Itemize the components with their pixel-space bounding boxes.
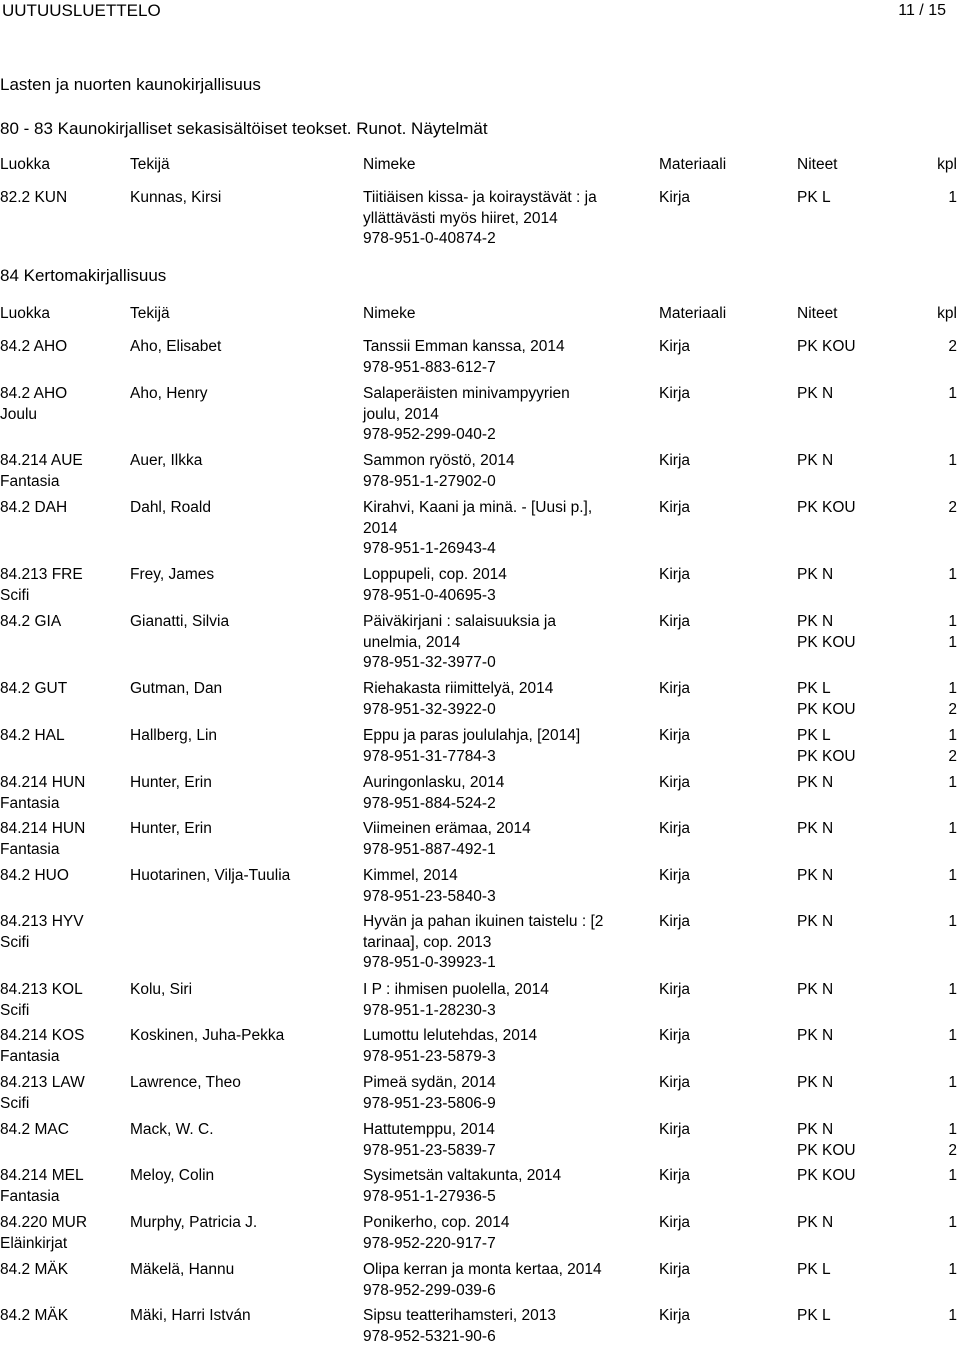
entry-kpl-line: 2 <box>948 700 957 721</box>
entry-luokka-line: 84.2 MÄK <box>0 1306 128 1327</box>
entry-niteet-line: PK N <box>797 1026 833 1047</box>
entry-niteet <box>797 912 833 933</box>
entry-luokka <box>0 337 128 358</box>
entry-tekija: Kolu, Siri <box>130 980 360 1001</box>
entry-niteet-line: PK KOU <box>797 700 856 721</box>
column-header-luokka: Luokka <box>0 155 50 176</box>
entry-materiaali: Kirja <box>659 866 690 887</box>
entry-nimeke-line: 978-952-220-917-7 <box>363 1234 643 1255</box>
entry-luokka-line: 84.214 HUN <box>0 819 128 840</box>
entry-kpl-line: 2 <box>948 1141 957 1162</box>
entry-kpl-line: 2 <box>948 498 957 519</box>
entry-niteet <box>797 451 833 472</box>
section-heading-84: 84 Kertomakirjallisuus <box>0 266 166 286</box>
entry-nimeke <box>363 1120 643 1161</box>
entry-niteet-line: PK N <box>797 565 833 586</box>
entry-kpl <box>948 498 957 519</box>
entry-nimeke <box>363 1213 643 1254</box>
entry-nimeke-line: Hyvän ja pahan ikuinen taistelu : [2 <box>363 912 643 933</box>
entry-niteet-line: PK N <box>797 612 856 633</box>
entry-luokka-line: 84.214 HUN <box>0 773 128 794</box>
entry-nimeke-line: Kirahvi, Kaani ja minä. - [Uusi p.], <box>363 498 643 519</box>
entry-luokka <box>0 498 128 519</box>
entry-kpl-line: 1 <box>948 565 957 586</box>
entry-luokka-line: 84.2 AHO <box>0 384 128 405</box>
entry-nimeke <box>363 866 643 907</box>
entry-tekija: Meloy, Colin <box>130 1166 360 1187</box>
entry-nimeke-line: joulu, 2014 <box>363 405 643 426</box>
entry-nimeke <box>363 498 643 560</box>
entry-niteet-line: PK N <box>797 451 833 472</box>
entry-luokka-line: 84.2 MAC <box>0 1120 128 1141</box>
entry-luokka-line: 82.2 KUN <box>0 188 128 209</box>
entry-kpl-line: 2 <box>948 337 957 358</box>
entry-materiaali: Kirja <box>659 612 690 633</box>
entry-nimeke-line: 978-951-1-27936-5 <box>363 1187 643 1208</box>
entry-nimeke-line: Eppu ja paras joululahja, [2014] <box>363 726 643 747</box>
entry-niteet-line: PK KOU <box>797 747 856 768</box>
entry-kpl <box>948 1120 957 1161</box>
entry-materiaali: Kirja <box>659 451 690 472</box>
entry-nimeke-line: 978-951-0-40695-3 <box>363 586 643 607</box>
entry-materiaali: Kirja <box>659 1260 690 1281</box>
entry-kpl <box>948 866 957 887</box>
entry-nimeke-line: 978-951-32-3977-0 <box>363 653 643 674</box>
entry-kpl-line: 1 <box>948 633 957 654</box>
entry-kpl <box>948 912 957 933</box>
entry-materiaali: Kirja <box>659 1213 690 1234</box>
entry-niteet <box>797 819 833 840</box>
entry-luokka-line: Fantasia <box>0 794 128 815</box>
entry-luokka-line: 84.2 HUO <box>0 866 128 887</box>
entry-nimeke-line: 978-951-31-7784-3 <box>363 747 643 768</box>
entry-kpl-line: 1 <box>948 726 957 747</box>
entry-luokka-line: 84.214 KOS <box>0 1026 128 1047</box>
entry-nimeke-line: 978-951-0-40874-2 <box>363 229 643 250</box>
entry-nimeke <box>363 612 643 674</box>
entry-nimeke-line: Kimmel, 2014 <box>363 866 643 887</box>
entry-luokka <box>0 1120 128 1141</box>
entry-luokka <box>0 565 128 606</box>
entry-kpl <box>948 451 957 472</box>
entry-tekija: Mäki, Harri István <box>130 1306 360 1327</box>
entry-nimeke <box>363 1306 643 1347</box>
entry-tekija: Gianatti, Silvia <box>130 612 360 633</box>
entry-luokka-line: 84.214 MEL <box>0 1166 128 1187</box>
entry-nimeke-line: 978-951-887-492-1 <box>363 840 643 861</box>
page-number: 11 / 15 <box>898 1 946 21</box>
entry-kpl <box>948 773 957 794</box>
entry-nimeke-line: Sysimetsän valtakunta, 2014 <box>363 1166 643 1187</box>
column-header-kpl: kpl <box>937 155 957 176</box>
entry-niteet-line: PK KOU <box>797 498 856 519</box>
entry-kpl <box>948 726 957 767</box>
entry-luokka-line: 84.2 DAH <box>0 498 128 519</box>
entry-luokka-line: 84.214 AUE <box>0 451 128 472</box>
entry-materiaali: Kirja <box>659 773 690 794</box>
entry-luokka-line: Fantasia <box>0 1187 128 1208</box>
entry-niteet <box>797 726 856 767</box>
entry-kpl <box>948 384 957 405</box>
entry-niteet <box>797 1120 856 1161</box>
entry-luokka-line: Joulu <box>0 405 128 426</box>
entry-kpl <box>948 188 957 209</box>
entry-niteet <box>797 980 833 1001</box>
entry-tekija: Hunter, Erin <box>130 773 360 794</box>
entry-luokka <box>0 1213 128 1254</box>
entry-nimeke <box>363 1260 643 1301</box>
entry-luokka <box>0 819 128 860</box>
entry-kpl-line: 1 <box>948 1166 957 1187</box>
entry-tekija: Murphy, Patricia J. <box>130 1213 360 1234</box>
entry-niteet-line: PK L <box>797 1260 831 1281</box>
column-header-row <box>0 155 960 175</box>
entry-nimeke-line: 978-951-1-28230-3 <box>363 1001 643 1022</box>
entry-luokka-line: 84.213 LAW <box>0 1073 128 1094</box>
entry-kpl-line: 1 <box>948 1260 957 1281</box>
column-header-niteet: Niteet <box>797 155 838 176</box>
entry-tekija: Koskinen, Juha-Pekka <box>130 1026 360 1047</box>
entry-materiaali: Kirja <box>659 912 690 933</box>
section-heading-main: Lasten ja nuorten kaunokirjallisuus <box>0 75 261 95</box>
entry-niteet <box>797 337 856 358</box>
entry-luokka-line: Eläinkirjat <box>0 1234 128 1255</box>
entry-luokka <box>0 1166 128 1207</box>
entry-luokka-line: Scifi <box>0 1001 128 1022</box>
entry-materiaali: Kirja <box>659 726 690 747</box>
entry-kpl-line: 1 <box>948 612 957 633</box>
entry-kpl-line: 1 <box>948 980 957 1001</box>
entry-nimeke <box>363 384 643 446</box>
entry-niteet-line: PK N <box>797 1073 833 1094</box>
entry-tekija: Dahl, Roald <box>130 498 360 519</box>
entry-niteet-line: PK N <box>797 866 833 887</box>
entry-kpl-line: 1 <box>948 188 957 209</box>
entry-niteet <box>797 1073 833 1094</box>
entry-luokka <box>0 1026 128 1067</box>
entry-tekija: Mäkelä, Hannu <box>130 1260 360 1281</box>
entry-niteet <box>797 1166 856 1187</box>
entry-luokka <box>0 773 128 814</box>
entry-kpl <box>948 337 957 358</box>
entry-nimeke-line: Päiväkirjani : salaisuuksia ja <box>363 612 643 633</box>
entry-luokka-line: 84.220 MUR <box>0 1213 128 1234</box>
entry-luokka <box>0 679 128 700</box>
entry-kpl-line: 1 <box>948 384 957 405</box>
entry-nimeke-line: Lumottu lelutehdas, 2014 <box>363 1026 643 1047</box>
entry-nimeke-line: 978-951-884-524-2 <box>363 794 643 815</box>
entry-nimeke <box>363 337 643 378</box>
entry-nimeke-line: 2014 <box>363 519 643 540</box>
entry-materiaali: Kirja <box>659 1026 690 1047</box>
entry-kpl-line: 1 <box>948 1213 957 1234</box>
entry-materiaali: Kirja <box>659 337 690 358</box>
entry-tekija: Hunter, Erin <box>130 819 360 840</box>
entry-tekija: Auer, Ilkka <box>130 451 360 472</box>
entry-kpl-line: 1 <box>948 1026 957 1047</box>
entry-nimeke-line: 978-951-23-5806-9 <box>363 1094 643 1115</box>
entry-nimeke <box>363 1073 643 1114</box>
entry-kpl <box>948 679 957 720</box>
column-header-nimeke: Nimeke <box>363 155 416 176</box>
entry-luokka-line: Scifi <box>0 933 128 954</box>
entry-nimeke-line: Ponikerho, cop. 2014 <box>363 1213 643 1234</box>
entry-nimeke-line: Hattutemppu, 2014 <box>363 1120 643 1141</box>
entry-tekija: Kunnas, Kirsi <box>130 188 360 209</box>
entry-niteet-line: PK N <box>797 912 833 933</box>
entry-nimeke-line: Riehakasta riimittelyä, 2014 <box>363 679 643 700</box>
entry-nimeke <box>363 451 643 492</box>
entry-nimeke <box>363 819 643 860</box>
entry-niteet <box>797 1213 833 1234</box>
entry-kpl <box>948 980 957 1001</box>
entry-materiaali: Kirja <box>659 498 690 519</box>
entry-nimeke <box>363 1026 643 1067</box>
entry-niteet-line: PK N <box>797 819 833 840</box>
entry-kpl <box>948 819 957 840</box>
entry-tekija: Frey, James <box>130 565 360 586</box>
entry-nimeke <box>363 980 643 1021</box>
column-header-niteet: Niteet <box>797 304 838 325</box>
entry-tekija: Huotarinen, Vilja-Tuulia <box>130 866 360 887</box>
entry-materiaali: Kirja <box>659 1120 690 1141</box>
entry-materiaali: Kirja <box>659 980 690 1001</box>
entry-kpl <box>948 612 957 653</box>
entry-luokka-line: 84.213 HYV <box>0 912 128 933</box>
entry-luokka-line: Fantasia <box>0 1047 128 1068</box>
entry-kpl <box>948 565 957 586</box>
entry-kpl-line: 1 <box>948 912 957 933</box>
entry-materiaali: Kirja <box>659 565 690 586</box>
entry-luokka-line: 84.2 AHO <box>0 337 128 358</box>
entry-nimeke-line: I P : ihmisen puolella, 2014 <box>363 980 643 1001</box>
entry-nimeke-line: 978-952-5321-90-6 <box>363 1327 643 1347</box>
entry-niteet-line: PK KOU <box>797 633 856 654</box>
column-header-materiaali: Materiaali <box>659 155 726 176</box>
entry-nimeke-line: 978-951-23-5840-3 <box>363 887 643 908</box>
entry-tekija: Hallberg, Lin <box>130 726 360 747</box>
entry-luokka <box>0 1260 128 1281</box>
entry-kpl <box>948 1213 957 1234</box>
entry-kpl <box>948 1026 957 1047</box>
entry-niteet-line: PK N <box>797 1213 833 1234</box>
entry-niteet <box>797 188 831 209</box>
entry-luokka-line: Scifi <box>0 1094 128 1115</box>
entry-nimeke <box>363 679 643 720</box>
entry-kpl <box>948 1260 957 1281</box>
entry-nimeke-line: 978-951-883-612-7 <box>363 358 643 379</box>
page-header-title: UUTUUSLUETTELO <box>2 1 161 21</box>
entry-nimeke-line: yllättävästi myös hiiret, 2014 <box>363 209 643 230</box>
entry-niteet <box>797 866 833 887</box>
entry-niteet <box>797 384 833 405</box>
column-header-tekija: Tekijä <box>130 304 170 325</box>
entry-nimeke <box>363 773 643 814</box>
entry-niteet-line: PK KOU <box>797 337 856 358</box>
entry-tekija: Aho, Elisabet <box>130 337 360 358</box>
entry-luokka <box>0 912 128 953</box>
entry-luokka-line: 84.2 HAL <box>0 726 128 747</box>
entry-niteet <box>797 1026 833 1047</box>
entry-kpl-line: 1 <box>948 819 957 840</box>
entry-luokka-line: 84.213 FRE <box>0 565 128 586</box>
entry-kpl-line: 1 <box>948 679 957 700</box>
entry-kpl-line: 1 <box>948 451 957 472</box>
entry-niteet-line: PK KOU <box>797 1141 856 1162</box>
entry-nimeke-line: Pimeä sydän, 2014 <box>363 1073 643 1094</box>
entry-luokka-line: Scifi <box>0 586 128 607</box>
entry-nimeke-line: Olipa kerran ja monta kertaa, 2014 <box>363 1260 643 1281</box>
entry-luokka-line: 84.213 KOL <box>0 980 128 1001</box>
entry-niteet-line: PK N <box>797 1120 856 1141</box>
entry-nimeke <box>363 1166 643 1207</box>
entry-nimeke-line: 978-951-1-27902-0 <box>363 472 643 493</box>
entry-kpl-line: 1 <box>948 773 957 794</box>
entry-kpl <box>948 1073 957 1094</box>
entry-nimeke-line: Salaperäisten minivampyyrien <box>363 384 643 405</box>
entry-materiaali: Kirja <box>659 819 690 840</box>
entry-niteet <box>797 565 833 586</box>
entry-niteet-line: PK N <box>797 773 833 794</box>
entry-nimeke-line: Sammon ryöstö, 2014 <box>363 451 643 472</box>
section-heading-80-83: 80 - 83 Kaunokirjalliset sekasisältöiset teokset. Runot. Näytelmät <box>0 119 488 139</box>
entry-materiaali: Kirja <box>659 1073 690 1094</box>
entry-kpl-line: 1 <box>948 1120 957 1141</box>
entry-nimeke-line: 978-951-23-5839-7 <box>363 1141 643 1162</box>
entry-materiaali: Kirja <box>659 188 690 209</box>
entry-luokka-line: Fantasia <box>0 472 128 493</box>
entry-niteet-line: PK KOU <box>797 1166 856 1187</box>
entry-luokka <box>0 188 128 209</box>
entry-nimeke <box>363 188 643 250</box>
entry-materiaali: Kirja <box>659 1166 690 1187</box>
entry-luokka <box>0 612 128 633</box>
entry-kpl-line: 1 <box>948 1073 957 1094</box>
entry-materiaali: Kirja <box>659 1306 690 1327</box>
entry-luokka <box>0 384 128 425</box>
entry-niteet-line: PK L <box>797 679 856 700</box>
column-header-tekija: Tekijä <box>130 155 170 176</box>
column-header-nimeke: Nimeke <box>363 304 416 325</box>
entry-nimeke-line: unelmia, 2014 <box>363 633 643 654</box>
entry-niteet <box>797 612 856 653</box>
entry-niteet-line: PK L <box>797 726 856 747</box>
column-header-kpl: kpl <box>937 304 957 325</box>
entry-tekija: Gutman, Dan <box>130 679 360 700</box>
entry-luokka-line: 84.2 GIA <box>0 612 128 633</box>
entry-nimeke <box>363 565 643 606</box>
entry-niteet-line: PK N <box>797 384 833 405</box>
entry-nimeke-line: Sipsu teatterihamsteri, 2013 <box>363 1306 643 1327</box>
entry-nimeke-line: 978-952-299-039-6 <box>363 1281 643 1302</box>
entry-niteet <box>797 1260 831 1281</box>
entry-nimeke-line: 978-951-32-3922-0 <box>363 700 643 721</box>
entry-kpl-line: 1 <box>948 1306 957 1327</box>
entry-materiaali: Kirja <box>659 679 690 700</box>
entry-nimeke-line: 978-952-299-040-2 <box>363 425 643 446</box>
column-header-row-84 <box>0 304 960 324</box>
entry-nimeke-line: 978-951-1-26943-4 <box>363 539 643 560</box>
column-header-luokka: Luokka <box>0 304 50 325</box>
entry-luokka <box>0 980 128 1021</box>
entry-kpl-line: 2 <box>948 747 957 768</box>
entry-nimeke-line: tarinaa], cop. 2013 <box>363 933 643 954</box>
entry-luokka <box>0 1306 128 1327</box>
entry-nimeke-line: 978-951-23-5879-3 <box>363 1047 643 1068</box>
entry-nimeke-line: Loppupeli, cop. 2014 <box>363 565 643 586</box>
entry-niteet <box>797 679 856 720</box>
entry-kpl-line: 1 <box>948 866 957 887</box>
entry-niteet-line: PK L <box>797 1306 831 1327</box>
entry-tekija: Mack, W. C. <box>130 1120 360 1141</box>
entry-luokka <box>0 866 128 887</box>
entry-tekija: Aho, Henry <box>130 384 360 405</box>
entry-nimeke-line: Tanssii Emman kanssa, 2014 <box>363 337 643 358</box>
entry-niteet <box>797 773 833 794</box>
entry-nimeke <box>363 726 643 767</box>
entry-luokka-line: Fantasia <box>0 840 128 861</box>
entry-niteet <box>797 1306 831 1327</box>
entry-materiaali: Kirja <box>659 384 690 405</box>
entry-nimeke-line: Auringonlasku, 2014 <box>363 773 643 794</box>
entry-tekija: Lawrence, Theo <box>130 1073 360 1094</box>
column-header-materiaali: Materiaali <box>659 304 726 325</box>
entry-kpl <box>948 1306 957 1327</box>
entry-kpl <box>948 1166 957 1187</box>
entry-luokka-line: 84.2 MÄK <box>0 1260 128 1281</box>
entry-luokka <box>0 726 128 747</box>
entry-luokka <box>0 1073 128 1114</box>
entry-luokka-line: 84.2 GUT <box>0 679 128 700</box>
entry-nimeke <box>363 912 643 974</box>
entry-nimeke-line: 978-951-0-39923-1 <box>363 953 643 974</box>
entry-nimeke-line: Tiitiäisen kissa- ja koiraystävät : ja <box>363 188 643 209</box>
entry-nimeke-line: Viimeinen erämaa, 2014 <box>363 819 643 840</box>
entry-niteet-line: PK L <box>797 188 831 209</box>
entry-niteet-line: PK N <box>797 980 833 1001</box>
entry-luokka <box>0 451 128 492</box>
entry-niteet <box>797 498 856 519</box>
